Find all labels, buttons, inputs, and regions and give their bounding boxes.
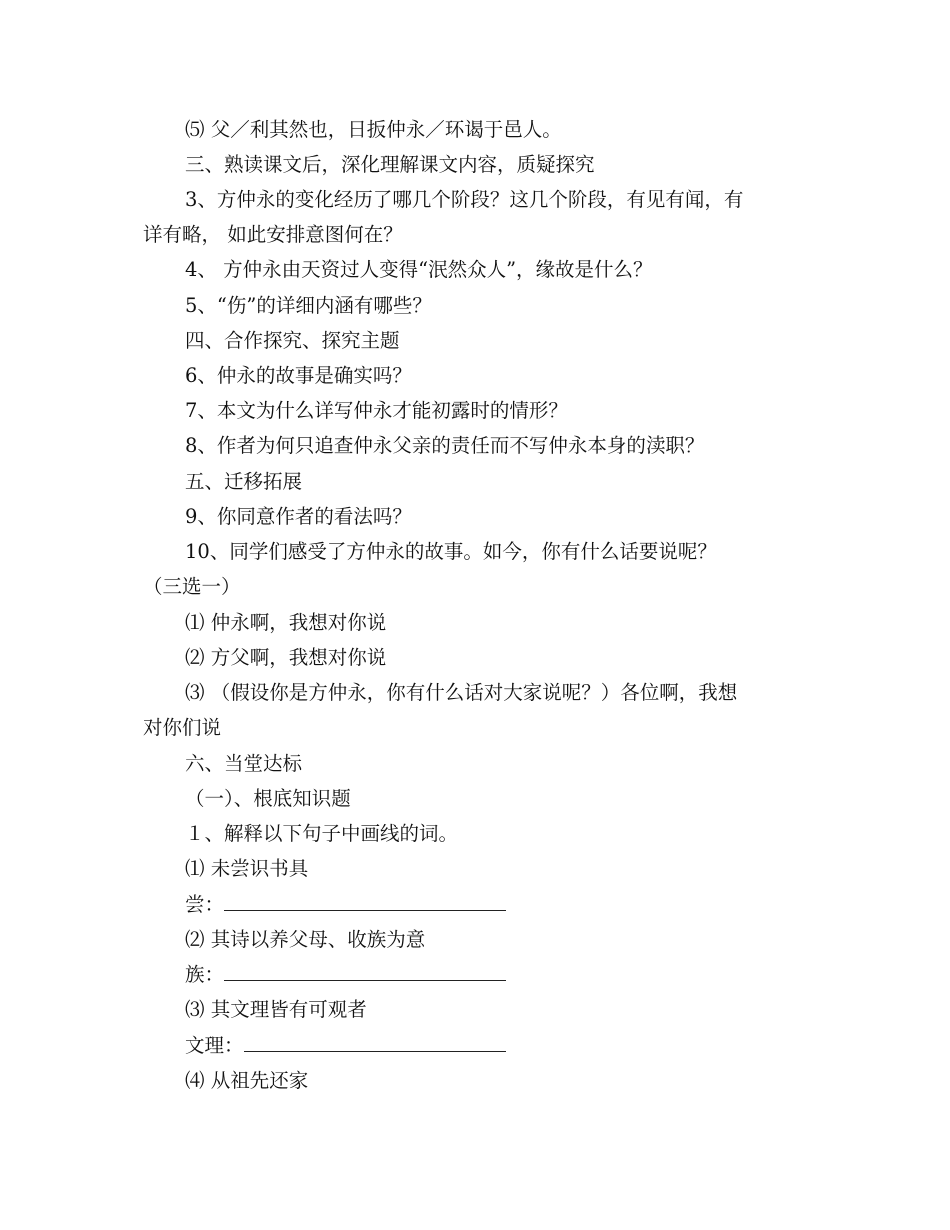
answer-label: 族：	[185, 963, 225, 986]
text-line: 6、仲永的故事是确实吗？	[185, 364, 412, 387]
text-line: ⑵ 其诗以养父母、收族为意	[185, 928, 426, 951]
answer-line	[143, 1034, 865, 1058]
text-line: 7、本文为什么详写仲永才能初露时的情形？	[185, 399, 568, 422]
text-line: ⑷ 从祖先还家	[185, 1069, 309, 1092]
answer-label: 尝：	[185, 893, 225, 916]
text-line: ⑸ 父／利其然也，日扳仲永／环谒于邑人。	[185, 118, 562, 141]
answer-label: 文理：	[185, 1034, 244, 1057]
subsection-heading: （一）、根底知识题	[185, 787, 351, 810]
text-line: ⑶ （假设你是方仲永，你有什么话对大家说呢？）各位啊，我想	[185, 681, 738, 704]
text-line: 10、同学们感受了方仲永的故事。如今，你有什么话要说呢？	[185, 540, 717, 563]
text-line: ⑶ 其文理皆有可观者	[185, 998, 367, 1021]
section-heading: 三、熟读课文后，深化理解课文内容，质疑探究	[185, 153, 595, 176]
text-line: 详有略， 如此安排意图何在？	[143, 223, 403, 246]
section-heading: 四、合作探究、探究主题	[185, 329, 400, 352]
text-line: ⑵ 方父啊，我想对你说	[185, 646, 387, 669]
answer-blank[interactable]	[224, 894, 506, 911]
text-line: 5、“伤”的详细内涵有哪些？	[185, 294, 432, 317]
text-line: 9、你同意作者的看法吗？	[185, 505, 412, 528]
text-line: １、解释以下句子中画线的词。	[185, 822, 459, 845]
section-heading: 五、迁移拓展	[185, 470, 303, 493]
answer-line	[143, 963, 865, 987]
answer-blank[interactable]	[224, 964, 506, 981]
text-line: ⑴ 未尝识书具	[185, 857, 309, 880]
text-line: ⑴ 仲永啊，我想对你说	[185, 611, 387, 634]
text-line: （三选一）	[143, 575, 241, 598]
answer-blank[interactable]	[244, 1035, 506, 1052]
text-line: 4、 方仲永由天资过人变得“泯然众人”，缘故是什么？	[185, 258, 653, 281]
answer-line	[143, 893, 865, 917]
text-line: 3、方仲永的变化经历了哪几个阶段？这几个阶段，有见有闻，有	[185, 188, 744, 211]
section-heading: 六、当堂达标	[185, 752, 303, 775]
text-line: 对你们说	[143, 716, 222, 739]
text-line: 8、作者为何只追查仲永父亲的责任而不写仲永本身的渎职？	[185, 434, 705, 457]
